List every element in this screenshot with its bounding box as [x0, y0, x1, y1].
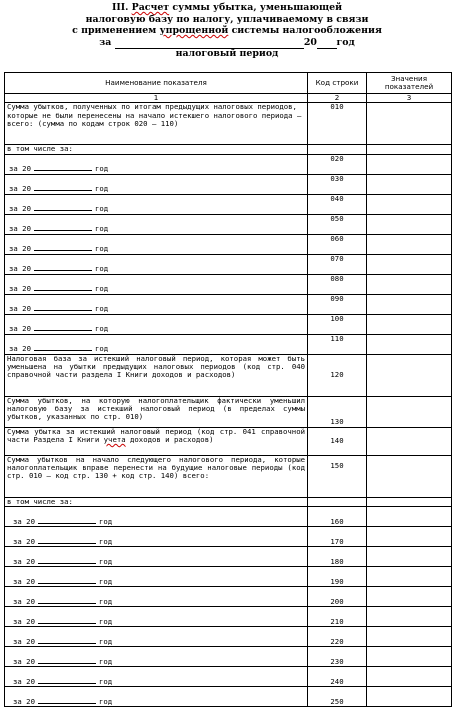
- table-row: за 20 год 220: [5, 626, 452, 646]
- title-word-simplified: упрощенной: [159, 25, 229, 37]
- title-line-2: налоговую базу по налогу, уплачиваемому в связи: [85, 13, 369, 25]
- value-cell[interactable]: [367, 334, 452, 354]
- year-blank[interactable]: [34, 263, 92, 271]
- value-cell[interactable]: [367, 314, 452, 334]
- year-blank[interactable]: [34, 323, 92, 331]
- table-row: за 20 год 210: [5, 606, 452, 626]
- year-blank[interactable]: [34, 283, 92, 291]
- table-row: за 20 год 060: [5, 234, 452, 254]
- table-row: [5, 103, 452, 145]
- loss-calculation-table: [4, 72, 452, 707]
- table-row: за 20 год 030: [5, 174, 452, 194]
- row-130-code: 130: [308, 396, 367, 427]
- value-cell[interactable]: [367, 274, 452, 294]
- header-code: Код строки: [308, 73, 367, 94]
- table-row: [5, 145, 452, 154]
- including-label: в том числе за:: [5, 497, 308, 506]
- year-blank[interactable]: [34, 163, 92, 171]
- value-cell[interactable]: [367, 606, 452, 626]
- row-150-label: Сумма убытков на начало следующего налогового периода, которые налогоплательщик вправе перенести на будущие налоговые периоды (код стр. 010 – код стр. 130 + код стр. 140) всего:: [5, 455, 308, 497]
- table-row: за 20 год 100: [5, 314, 452, 334]
- year-blank[interactable]: [38, 616, 96, 624]
- year-blank[interactable]: [38, 656, 96, 664]
- year-blank[interactable]: [38, 516, 96, 524]
- value-cell[interactable]: [367, 214, 452, 234]
- row-140-label: Сумма убытка за истекший налоговый период (код стр. 041 справочной части Раздела I Книги учета доходов и расходов): [5, 427, 308, 455]
- table-row: за 20 год 080: [5, 274, 452, 294]
- year-blank[interactable]: [38, 556, 96, 564]
- row-120-label: Налоговая база за истекший налоговый период, которая может быть уменьшена на убытки предыдущих налоговых периодов (код стр. 040 справочной части раздела I Книги доходов и расходов): [5, 354, 308, 396]
- period-blank: [115, 37, 304, 49]
- row-120-value[interactable]: [367, 354, 452, 396]
- title-word-calculation: Расчет: [131, 2, 170, 13]
- year-blank[interactable]: [38, 536, 96, 544]
- year-blank[interactable]: [38, 576, 96, 584]
- section-title: [0, 2, 454, 60]
- year-blank[interactable]: [34, 203, 92, 211]
- title-line-5: налоговый период: [175, 48, 279, 60]
- table-row: [5, 497, 452, 506]
- year-blank[interactable]: [38, 596, 96, 604]
- table-row: за 20 год 250: [5, 686, 452, 706]
- value-cell[interactable]: [367, 626, 452, 646]
- table-row: за 20 год 160: [5, 506, 452, 526]
- value-cell[interactable]: [367, 294, 452, 314]
- table-row: за 20 год 090: [5, 294, 452, 314]
- table-row: за 20 год 040: [5, 194, 452, 214]
- year-blank[interactable]: [34, 243, 92, 251]
- header-numbers-row: 1 2 3: [5, 94, 452, 103]
- table-row: за 20 год 190: [5, 566, 452, 586]
- title-line-4: за 20 год: [99, 36, 355, 48]
- year-blank[interactable]: [38, 696, 96, 704]
- year-blank[interactable]: [38, 676, 96, 684]
- value-cell[interactable]: [367, 506, 452, 526]
- table-row: за 20 год 180: [5, 546, 452, 566]
- value-cell[interactable]: [367, 254, 452, 274]
- value-cell[interactable]: [367, 154, 452, 174]
- row-010-label: Сумма убытков, полученных по итогам предыдущих налоговых периодов, которые не были перенесены на начало истекшего налогового периода – всего: (сумма по кодам строк 020 – 110): [5, 103, 308, 145]
- table-row: за 20 год 200: [5, 586, 452, 606]
- row-120-code: 120: [308, 354, 367, 396]
- value-cell[interactable]: [367, 666, 452, 686]
- table-row: за 20 год 070: [5, 254, 452, 274]
- row-010-value[interactable]: [367, 103, 452, 145]
- value-cell[interactable]: [367, 686, 452, 706]
- year-blank[interactable]: [38, 636, 96, 644]
- value-cell[interactable]: [367, 646, 452, 666]
- value-cell[interactable]: [367, 234, 452, 254]
- title-line-3: с применением упрощенной системы налогообложения: [72, 25, 382, 37]
- row-010-code: 010: [308, 103, 367, 145]
- row-150-code: 150: [308, 455, 367, 497]
- value-cell[interactable]: [367, 546, 452, 566]
- title-line-1: III. Расчет суммы убытка, уменьшающей: [111, 2, 343, 13]
- year-blank[interactable]: [34, 223, 92, 231]
- row-140-value[interactable]: [367, 427, 452, 455]
- header-value: Значения показателей: [367, 73, 452, 94]
- header-name: Наименование показателя: [5, 73, 308, 94]
- table-row: [5, 354, 452, 396]
- table-row: [5, 396, 452, 427]
- row-130-value[interactable]: [367, 396, 452, 427]
- value-cell[interactable]: [367, 194, 452, 214]
- year-blank[interactable]: [34, 183, 92, 191]
- year-blank[interactable]: [34, 343, 92, 351]
- year-blank[interactable]: [34, 303, 92, 311]
- value-cell[interactable]: [367, 566, 452, 586]
- table-row: за 20 год 230: [5, 646, 452, 666]
- table-row: [5, 455, 452, 497]
- table-row: за 20 год 170: [5, 526, 452, 546]
- value-cell[interactable]: [367, 586, 452, 606]
- row-130-label: Сумма убытков, на которую налогоплательщик фактически уменьшил налоговую базу за истекший налоговый период (в пределах суммы убытков, указанных по стр. 010): [5, 396, 308, 427]
- row-150-value[interactable]: [367, 455, 452, 497]
- value-cell[interactable]: [367, 526, 452, 546]
- header-row: [5, 73, 452, 94]
- table-row: за 20 год 020: [5, 154, 452, 174]
- including-label: в том числе за:: [5, 145, 308, 154]
- table-row: за 20 год 110: [5, 334, 452, 354]
- table-row: за 20 год 240: [5, 666, 452, 686]
- table-row: [5, 427, 452, 455]
- value-cell[interactable]: [367, 174, 452, 194]
- row-140-code: 140: [308, 427, 367, 455]
- table-row: за 20 год 050: [5, 214, 452, 234]
